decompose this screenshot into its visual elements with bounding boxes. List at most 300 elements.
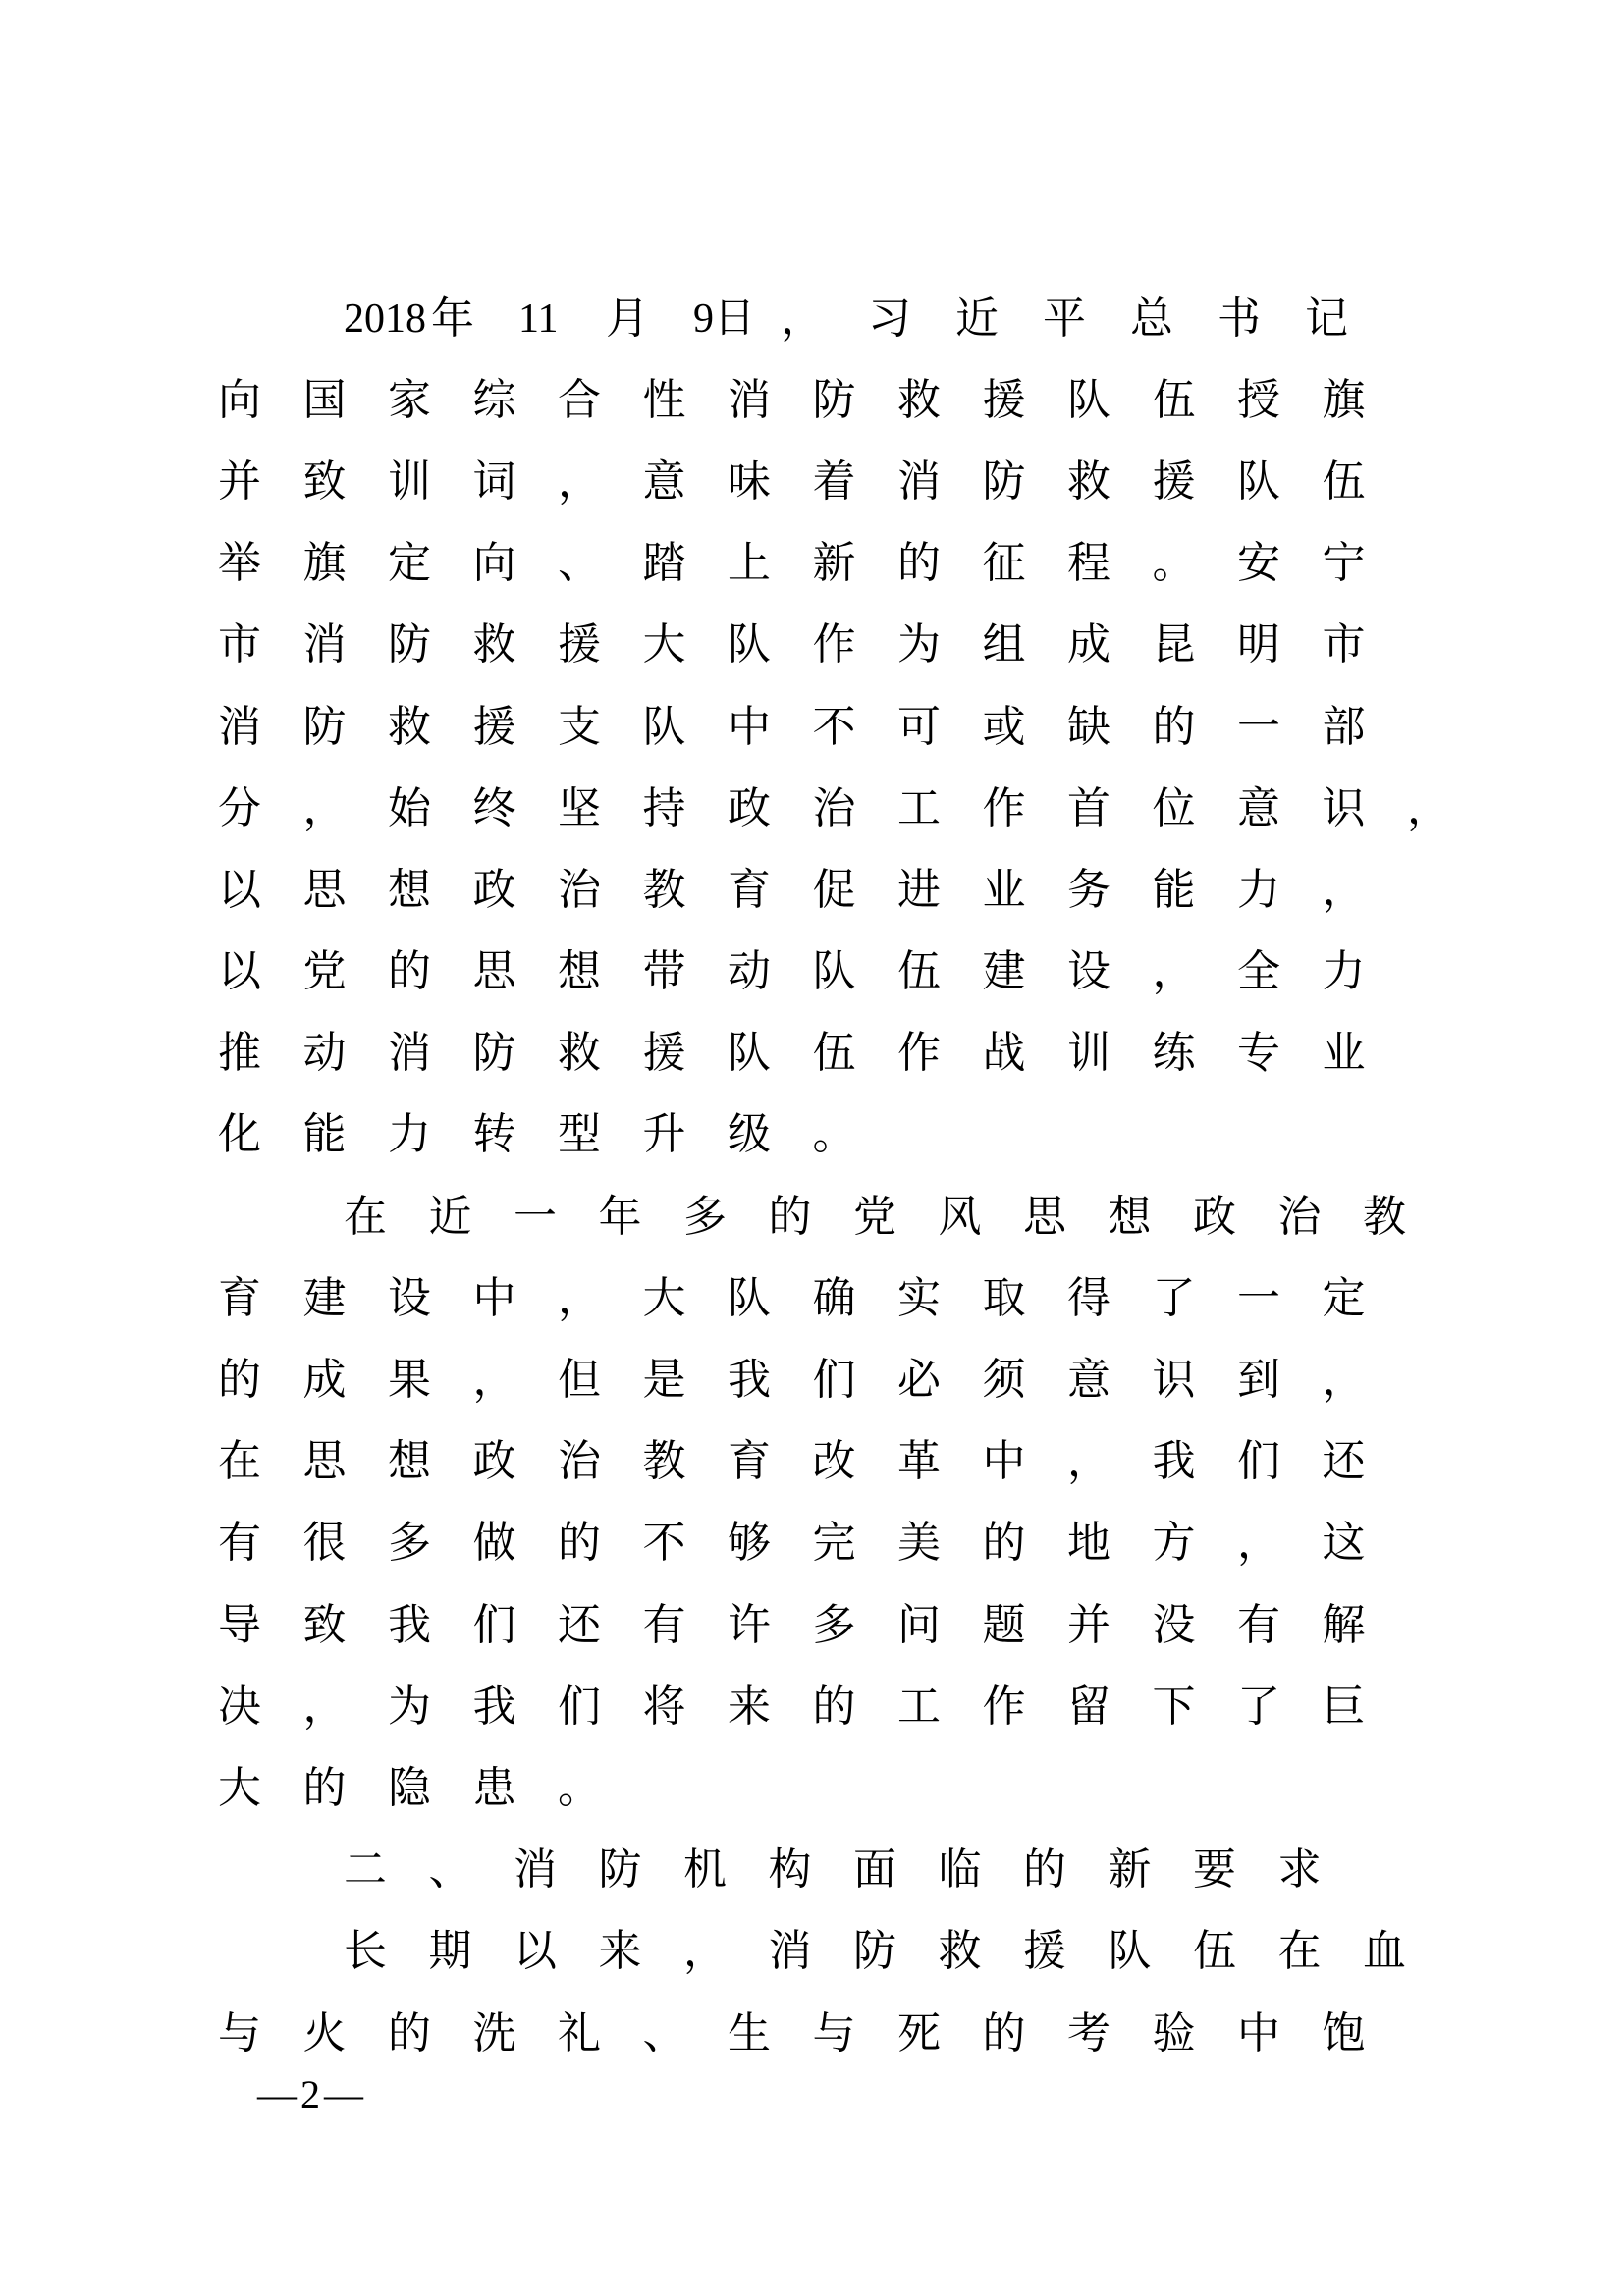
text-char: 政 xyxy=(728,782,771,833)
text-char: 的 xyxy=(302,1762,347,1813)
text-char: 们 xyxy=(472,1599,516,1650)
text-char: 一 xyxy=(1237,1272,1280,1323)
text-char: 味 xyxy=(728,455,771,507)
text-char: 促 xyxy=(812,864,856,915)
text-char: 教 xyxy=(1363,1191,1406,1242)
text-char: 面 xyxy=(853,1844,896,1896)
text-char: 们 xyxy=(1237,1436,1280,1487)
text-char: 地 xyxy=(1067,1518,1110,1569)
text-char: 可 xyxy=(897,701,941,752)
text-char: 礼 xyxy=(558,2007,601,2058)
text-char: 有 xyxy=(218,1518,261,1569)
text-char: ， xyxy=(1407,782,1450,833)
text-char: 救 xyxy=(897,374,941,425)
text-line xyxy=(218,605,1492,686)
text-char: 以 xyxy=(218,864,261,915)
text-char: 为 xyxy=(897,619,941,670)
text-char: 长 xyxy=(344,1926,387,1977)
text-char: 设 xyxy=(388,1272,431,1323)
text-char: 程 xyxy=(1067,538,1110,589)
text-char: 伍 xyxy=(1152,374,1196,425)
text-line xyxy=(218,1830,1492,1911)
text-char: 上 xyxy=(728,538,771,589)
text-char: 伍 xyxy=(1193,1926,1236,1977)
text-char: 队 xyxy=(1108,1926,1152,1977)
text-char: 风 xyxy=(938,1191,982,1242)
text-char: 安 xyxy=(1237,538,1280,589)
text-char: 向 xyxy=(218,374,261,425)
text-char: 作 xyxy=(897,1028,941,1079)
text-char: 我 xyxy=(388,1599,431,1650)
text-char: 不 xyxy=(812,701,856,752)
text-char: 持 xyxy=(642,782,686,833)
text-char: 业 xyxy=(1322,1028,1366,1079)
text-char: 习 xyxy=(868,293,911,344)
text-char: 救 xyxy=(388,701,431,752)
text-char: 考 xyxy=(1067,2007,1110,2058)
text-char: 饱 xyxy=(1322,2007,1366,2058)
text-char: 教 xyxy=(642,864,686,915)
text-char: 中 xyxy=(1237,2007,1280,2058)
text-char: 与 xyxy=(218,2007,261,2058)
text-char: 动 xyxy=(302,1028,347,1079)
text-char: 二 xyxy=(344,1844,387,1896)
text-char: 建 xyxy=(982,946,1026,997)
text-char: 以 xyxy=(514,1926,557,1977)
text-char: 革 xyxy=(897,1436,941,1487)
text-char: 的 xyxy=(218,1355,261,1406)
text-char: 大 xyxy=(642,1272,686,1323)
text-char: 合 xyxy=(558,374,601,425)
text-char: 队 xyxy=(812,946,856,997)
text-char: 国 xyxy=(302,374,347,425)
text-char: 一 xyxy=(1237,701,1280,752)
text-char: 消 xyxy=(897,455,941,507)
text-char: 的 xyxy=(388,2007,431,2058)
text-char: 的 xyxy=(1152,701,1196,752)
text-char: 升 xyxy=(642,1109,686,1160)
text-char: 授 xyxy=(1237,374,1280,425)
text-char: 化 xyxy=(218,1109,261,1160)
text-char: 支 xyxy=(558,701,601,752)
text-char: ， xyxy=(1322,1355,1366,1406)
text-char: 作 xyxy=(982,1681,1026,1732)
text-char: 全 xyxy=(1237,946,1280,997)
text-char: 求 xyxy=(1277,1844,1322,1896)
text-char: 来 xyxy=(728,1681,771,1732)
text-line xyxy=(218,1584,1492,1666)
text-char: ， xyxy=(472,1355,516,1406)
text-char: 治 xyxy=(812,782,856,833)
text-char: 、 xyxy=(642,2007,686,2058)
text-char: 多 xyxy=(683,1191,727,1242)
text-char: 救 xyxy=(938,1926,982,1977)
text-char: 总 xyxy=(1130,293,1173,344)
text-char: 下 xyxy=(1152,1681,1196,1732)
text-char: 队 xyxy=(728,1028,771,1079)
text-char: ， xyxy=(558,1272,601,1323)
text-char: 思 xyxy=(302,864,347,915)
text-char: 并 xyxy=(218,455,261,507)
text-char: 动 xyxy=(728,946,771,997)
text-char: 援 xyxy=(472,701,516,752)
text-char: 的 xyxy=(982,1518,1026,1569)
text-char: 练 xyxy=(1152,1028,1196,1079)
document-body xyxy=(218,278,1492,2074)
text-char: 。 xyxy=(558,1762,601,1813)
text-char: 援 xyxy=(642,1028,686,1079)
text-char: 巨 xyxy=(1322,1681,1366,1732)
text-char: ， xyxy=(1237,1518,1280,1569)
text-char: 中 xyxy=(472,1272,516,1323)
text-char: 治 xyxy=(1277,1191,1322,1242)
text-char: 来 xyxy=(598,1926,642,1977)
text-char: 首 xyxy=(1067,782,1110,833)
text-char: 。 xyxy=(1152,538,1196,589)
text-char: 的 xyxy=(1023,1844,1066,1896)
text-char: 有 xyxy=(642,1599,686,1650)
text-char: 患 xyxy=(472,1762,516,1813)
text-line xyxy=(218,1503,1492,1584)
text-char: 向 xyxy=(472,538,516,589)
text-char: 思 xyxy=(302,1436,347,1487)
text-char: ， xyxy=(1152,946,1196,997)
text-char: 近 xyxy=(955,293,999,344)
text-char: 取 xyxy=(982,1272,1026,1323)
text-line xyxy=(218,441,1492,522)
text-char: 援 xyxy=(1152,455,1196,507)
text-char: 建 xyxy=(302,1272,347,1323)
text-char: 这 xyxy=(1322,1518,1366,1569)
text-char: ， xyxy=(781,293,824,344)
text-char: 识 xyxy=(1152,1355,1196,1406)
text-char: ， xyxy=(558,455,601,507)
text-char: 始 xyxy=(388,782,431,833)
text-char: 训 xyxy=(388,455,431,507)
text-char: 2018 xyxy=(344,295,426,342)
text-char: 致 xyxy=(302,1599,347,1650)
text-char: 很 xyxy=(302,1518,347,1569)
text-char: 与 xyxy=(812,2007,856,2058)
text-char: 方 xyxy=(1152,1518,1196,1569)
text-char: 治 xyxy=(558,1436,601,1487)
text-char: 旗 xyxy=(1322,374,1366,425)
text-char: 了 xyxy=(1152,1272,1196,1323)
text-char: 的 xyxy=(897,538,941,589)
text-char: 设 xyxy=(1067,946,1110,997)
text-char: 的 xyxy=(982,2007,1026,2058)
text-char: 想 xyxy=(388,1436,431,1487)
text-line xyxy=(218,932,1492,1013)
text-char: 留 xyxy=(1067,1681,1110,1732)
text-char: 工 xyxy=(897,1681,941,1732)
text-char: 的 xyxy=(388,946,431,997)
text-char: 征 xyxy=(982,538,1026,589)
text-char: 带 xyxy=(642,946,686,997)
text-char: 做 xyxy=(472,1518,516,1569)
text-char: 许 xyxy=(728,1599,771,1650)
text-char: 得 xyxy=(1067,1272,1110,1323)
text-char: 成 xyxy=(1067,619,1110,670)
text-char: 中 xyxy=(728,701,771,752)
text-char: 作 xyxy=(982,782,1026,833)
text-char: 进 xyxy=(897,864,941,915)
text-line xyxy=(218,1993,1492,2074)
text-char: 9日 xyxy=(693,295,756,342)
text-char: 队 xyxy=(1237,455,1280,507)
text-char: 救 xyxy=(472,619,516,670)
text-char: 定 xyxy=(388,538,431,589)
text-char: 想 xyxy=(1108,1191,1152,1242)
text-char: 没 xyxy=(1152,1599,1196,1650)
text-char: 战 xyxy=(982,1028,1026,1079)
text-char: 解 xyxy=(1322,1599,1366,1650)
text-char: 还 xyxy=(1322,1436,1366,1487)
text-char: 词 xyxy=(472,455,516,507)
text-char: 我 xyxy=(1152,1436,1196,1487)
text-char: 家 xyxy=(388,374,431,425)
text-char: 救 xyxy=(558,1028,601,1079)
text-line xyxy=(218,1421,1492,1503)
text-char: 导 xyxy=(218,1599,261,1650)
text-char: 型 xyxy=(558,1109,601,1160)
text-char: 的 xyxy=(558,1518,601,1569)
text-char: 旗 xyxy=(302,538,347,589)
text-char: 不 xyxy=(642,1518,686,1569)
text-char: 问 xyxy=(897,1599,941,1650)
text-char: 是 xyxy=(642,1355,686,1406)
text-char: 成 xyxy=(302,1355,347,1406)
text-char: ， xyxy=(302,1681,347,1732)
text-char: 大 xyxy=(642,619,686,670)
text-char: 致 xyxy=(302,455,347,507)
text-char: 工 xyxy=(897,782,941,833)
page-number: —2— xyxy=(257,2072,367,2116)
text-char: 。 xyxy=(812,1109,856,1160)
text-char: 队 xyxy=(728,619,771,670)
text-char: 思 xyxy=(1023,1191,1066,1242)
text-char: ， xyxy=(1322,864,1366,915)
text-char: 队 xyxy=(642,701,686,752)
text-line xyxy=(218,849,1492,931)
text-line xyxy=(218,1747,1492,1829)
text-char: 政 xyxy=(472,864,516,915)
text-char: 防 xyxy=(302,701,347,752)
text-char: 防 xyxy=(853,1926,896,1977)
text-char: 务 xyxy=(1067,864,1110,915)
text-char: 确 xyxy=(812,1272,856,1323)
text-char: 综 xyxy=(472,374,516,425)
text-char: 举 xyxy=(218,538,261,589)
text-char: 生 xyxy=(728,2007,771,2058)
text-char: 的 xyxy=(812,1681,856,1732)
text-char: 美 xyxy=(897,1518,941,1569)
text-char: 育 xyxy=(728,1436,771,1487)
text-char: 我 xyxy=(472,1681,516,1732)
text-char: 、 xyxy=(558,538,601,589)
text-line xyxy=(218,1339,1492,1420)
text-char: 书 xyxy=(1218,293,1261,344)
text-char: 必 xyxy=(897,1355,941,1406)
text-line xyxy=(218,768,1492,849)
text-char: 的 xyxy=(768,1191,812,1242)
text-char: 但 xyxy=(558,1355,601,1406)
text-char: 或 xyxy=(982,701,1026,752)
text-char: 政 xyxy=(472,1436,516,1487)
text-char: 治 xyxy=(558,864,601,915)
text-char: 一 xyxy=(514,1191,557,1242)
text-char: 性 xyxy=(642,374,686,425)
text-char: 坚 xyxy=(558,782,601,833)
text-char: 防 xyxy=(812,374,856,425)
text-char: 记 xyxy=(1305,293,1348,344)
text-char: 力 xyxy=(1237,864,1280,915)
text-char: 11 xyxy=(518,295,559,342)
text-char: 构 xyxy=(768,1844,812,1896)
text-char: 消 xyxy=(514,1844,557,1896)
text-char: 缺 xyxy=(1067,701,1110,752)
text-char: 将 xyxy=(642,1681,686,1732)
text-char: 验 xyxy=(1152,2007,1196,2058)
text-line xyxy=(218,1013,1492,1095)
text-char: 消 xyxy=(388,1028,431,1079)
text-char: 要 xyxy=(1193,1844,1236,1896)
text-char: 消 xyxy=(768,1926,812,1977)
text-char: 教 xyxy=(642,1436,686,1487)
text-char: 组 xyxy=(982,619,1026,670)
text-char: 力 xyxy=(388,1109,431,1160)
text-char: 了 xyxy=(1237,1681,1280,1732)
text-char: 为 xyxy=(388,1681,431,1732)
text-line xyxy=(218,686,1492,768)
text-line xyxy=(218,523,1492,605)
text-char: 昆 xyxy=(1152,619,1196,670)
text-char: 机 xyxy=(683,1844,727,1896)
text-char: 须 xyxy=(982,1355,1026,1406)
text-char: 伍 xyxy=(1322,455,1366,507)
text-char: 防 xyxy=(472,1028,516,1079)
text-char: 能 xyxy=(302,1109,347,1160)
text-char: 援 xyxy=(1023,1926,1066,1977)
text-char: 决 xyxy=(218,1681,261,1732)
text-char: 级 xyxy=(728,1109,771,1160)
text-char: 防 xyxy=(982,455,1026,507)
text-char: 政 xyxy=(1193,1191,1236,1242)
text-char: 能 xyxy=(1152,864,1196,915)
text-char: 题 xyxy=(982,1599,1026,1650)
text-line xyxy=(218,278,1492,359)
text-char: 在 xyxy=(1277,1926,1322,1977)
text-char: 完 xyxy=(812,1518,856,1569)
text-line xyxy=(218,1911,1492,1993)
text-char: 防 xyxy=(598,1844,642,1896)
text-line xyxy=(218,1176,1492,1257)
text-char: 队 xyxy=(1067,374,1110,425)
text-char: 并 xyxy=(1067,1599,1110,1650)
text-char: 还 xyxy=(558,1599,601,1650)
text-char: 防 xyxy=(388,619,431,670)
text-char: 中 xyxy=(982,1436,1026,1487)
text-char: 以 xyxy=(218,946,261,997)
text-char: 踏 xyxy=(642,538,686,589)
text-char: 实 xyxy=(897,1272,941,1323)
text-char: 市 xyxy=(1322,619,1366,670)
text-char: 救 xyxy=(1067,455,1110,507)
text-char: 在 xyxy=(218,1436,261,1487)
text-char: 伍 xyxy=(812,1028,856,1079)
text-char: 识 xyxy=(1322,782,1366,833)
text-char: 业 xyxy=(982,864,1026,915)
text-char: 果 xyxy=(388,1355,431,1406)
text-char: 火 xyxy=(302,2007,347,2058)
text-char: 我 xyxy=(728,1355,771,1406)
text-char: 临 xyxy=(938,1844,982,1896)
text-char: 伍 xyxy=(897,946,941,997)
text-line xyxy=(218,1666,1492,1747)
text-char: 平 xyxy=(1043,293,1086,344)
text-char: 部 xyxy=(1322,701,1366,752)
text-char: 转 xyxy=(472,1109,516,1160)
text-char: 育 xyxy=(218,1272,261,1323)
text-char: 着 xyxy=(812,455,856,507)
text-char: 消 xyxy=(728,374,771,425)
text-char: 明 xyxy=(1237,619,1280,670)
text-line xyxy=(218,1095,1492,1176)
text-line xyxy=(218,359,1492,441)
text-char: 到 xyxy=(1237,1355,1280,1406)
text-char: 训 xyxy=(1067,1028,1110,1079)
text-char: ， xyxy=(1067,1436,1110,1487)
text-char: 够 xyxy=(728,1518,771,1569)
text-char: 新 xyxy=(812,538,856,589)
text-char: 们 xyxy=(558,1681,601,1732)
text-char: 终 xyxy=(472,782,516,833)
text-char: 改 xyxy=(812,1436,856,1487)
text-line xyxy=(218,1257,1492,1339)
text-char: 在 xyxy=(344,1191,387,1242)
text-char: 多 xyxy=(388,1518,431,1569)
text-char: 思 xyxy=(472,946,516,997)
text-char: 意 xyxy=(642,455,686,507)
text-char: 隐 xyxy=(388,1762,431,1813)
text-char: 队 xyxy=(728,1272,771,1323)
text-char: 大 xyxy=(218,1762,261,1813)
text-char: 宁 xyxy=(1322,538,1366,589)
text-char: 年 xyxy=(598,1191,642,1242)
text-char: 们 xyxy=(812,1355,856,1406)
text-char: 推 xyxy=(218,1028,261,1079)
text-char: 力 xyxy=(1322,946,1366,997)
text-char: 新 xyxy=(1108,1844,1152,1896)
text-char: 消 xyxy=(218,701,261,752)
text-char: 想 xyxy=(558,946,601,997)
text-char: 月 xyxy=(606,293,649,344)
text-char: 育 xyxy=(728,864,771,915)
text-char: 作 xyxy=(812,619,856,670)
text-char: 期 xyxy=(428,1926,472,1977)
text-char: 想 xyxy=(388,864,431,915)
text-char: 意 xyxy=(1237,782,1280,833)
text-char: 专 xyxy=(1237,1028,1280,1079)
text-char: 近 xyxy=(428,1191,472,1242)
text-char: 死 xyxy=(897,2007,941,2058)
text-char: 多 xyxy=(812,1599,856,1650)
text-char: 党 xyxy=(853,1191,896,1242)
text-char: 血 xyxy=(1363,1926,1406,1977)
text-char: 有 xyxy=(1237,1599,1280,1650)
text-char: 年 xyxy=(431,293,474,344)
text-char: 意 xyxy=(1067,1355,1110,1406)
